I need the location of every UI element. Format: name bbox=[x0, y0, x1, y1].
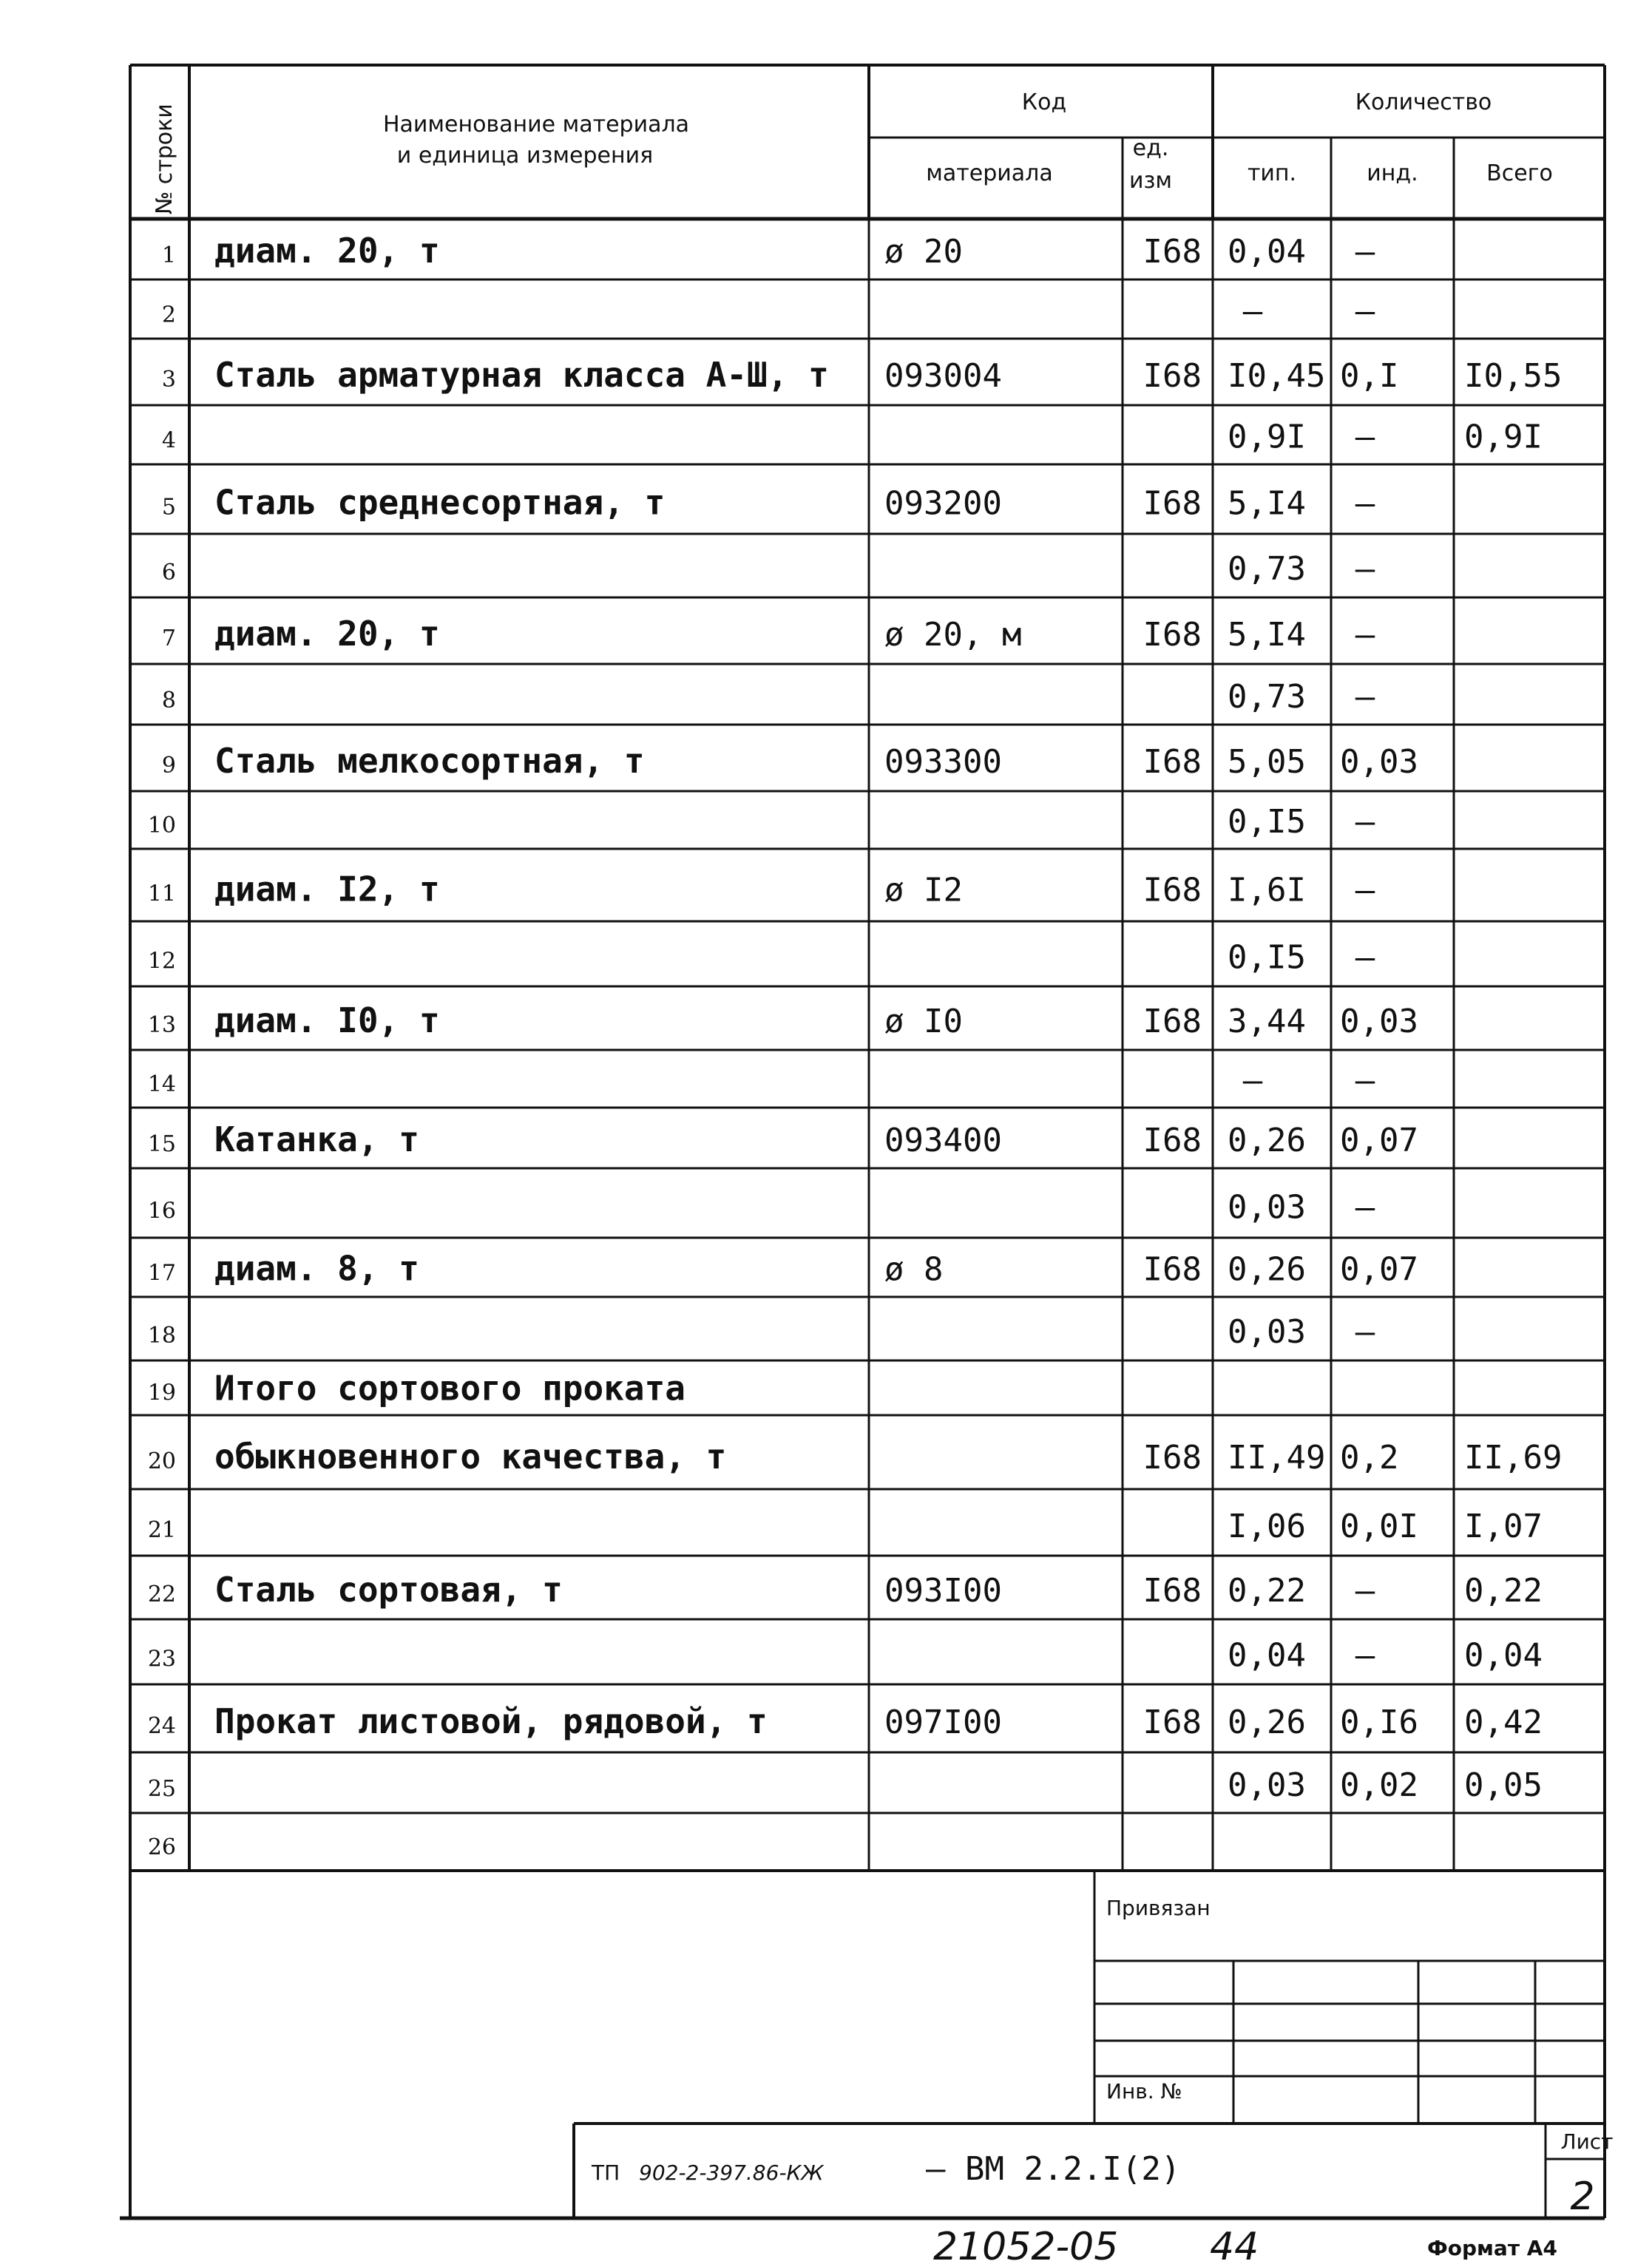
quantity-typical: 0,73 bbox=[1228, 678, 1306, 716]
row-number: 18 bbox=[147, 1322, 176, 1349]
row-number: 17 bbox=[147, 1260, 176, 1287]
material-name: Сталь сортовая, т bbox=[214, 1569, 563, 1610]
material-name: обыкновенного качества, т bbox=[214, 1437, 727, 1477]
table-row bbox=[148, 1834, 176, 1860]
quantity-total: I,07 bbox=[1464, 1507, 1543, 1545]
quantity-total-header: Всего bbox=[1486, 160, 1553, 186]
quantity-individual: – bbox=[1355, 1571, 1375, 1610]
quantity-individual: – bbox=[1355, 803, 1375, 841]
quantity-total: 0,04 bbox=[1464, 1636, 1543, 1675]
quantity-typical: 0,I5 bbox=[1228, 803, 1306, 841]
quantity-typical: 5,I4 bbox=[1228, 615, 1306, 654]
quantity-individual: – bbox=[1355, 233, 1375, 271]
quantity-total: 0,05 bbox=[1464, 1766, 1543, 1805]
quantity-individual: – bbox=[1355, 292, 1375, 331]
quantity-typical: 0,03 bbox=[1228, 1188, 1306, 1227]
quantity-group-header: Количество bbox=[1355, 89, 1492, 115]
quantity-individual: – bbox=[1355, 1062, 1375, 1100]
unit-code: I68 bbox=[1142, 1250, 1202, 1289]
sheet-number: 2 bbox=[1570, 2175, 1595, 2219]
quantity-individual: 0,0I bbox=[1340, 1507, 1418, 1545]
quantity-individual: 0,I bbox=[1340, 356, 1399, 395]
quantity-typical: 0,03 bbox=[1228, 1766, 1306, 1805]
quantity-typical: 0,04 bbox=[1228, 233, 1306, 271]
row-number: 20 bbox=[147, 1448, 176, 1474]
unit-code: I68 bbox=[1142, 1704, 1202, 1742]
quantity-typical: 5,05 bbox=[1228, 742, 1306, 781]
quantity-total: 0,9I bbox=[1464, 418, 1543, 456]
material-name: диам. 8, т bbox=[214, 1248, 419, 1289]
row-number: 7 bbox=[161, 625, 176, 651]
unit-code: I68 bbox=[1142, 233, 1202, 271]
row-number: 14 bbox=[147, 1071, 176, 1098]
quantity-typical: 0,I5 bbox=[1228, 938, 1306, 977]
quantity-individual: 0,03 bbox=[1340, 742, 1418, 781]
row-number: 1 bbox=[161, 243, 176, 269]
code-unit-header-line2: изм bbox=[1128, 168, 1173, 194]
row-number: 26 bbox=[147, 1834, 176, 1861]
row-number: 24 bbox=[147, 1713, 176, 1740]
material-code: 093300 bbox=[884, 742, 1002, 781]
format-label: Формат А4 bbox=[1427, 2236, 1557, 2260]
material-code: ø 20, м bbox=[884, 615, 1022, 654]
quantity-typical: I0,45 bbox=[1228, 356, 1326, 395]
row-number: 13 bbox=[147, 1011, 176, 1038]
row-number: 12 bbox=[147, 948, 176, 975]
unit-code: I68 bbox=[1142, 1122, 1202, 1160]
quantity-typical: 0,26 bbox=[1228, 1704, 1306, 1742]
quantity-individual: – bbox=[1355, 615, 1375, 654]
quantity-individual: – bbox=[1355, 418, 1375, 456]
row-number: 21 bbox=[147, 1516, 176, 1543]
material-name: диам. 20, т bbox=[214, 613, 440, 654]
material-code: ø 8 bbox=[884, 1250, 944, 1289]
row-number: 22 bbox=[147, 1581, 176, 1607]
quantity-individual: 0,02 bbox=[1340, 1766, 1418, 1805]
unit-code: I68 bbox=[1142, 871, 1202, 909]
material-name: Сталь среднесортная, т bbox=[214, 482, 666, 523]
unit-code: I68 bbox=[1142, 484, 1202, 523]
quantity-individual: 0,07 bbox=[1340, 1122, 1418, 1160]
quantity-individual: 0,2 bbox=[1340, 1439, 1399, 1477]
row-number: 2 bbox=[161, 302, 176, 328]
material-code: 093200 bbox=[884, 484, 1002, 523]
quantity-typical: 0,04 bbox=[1228, 1636, 1306, 1675]
quantity-typical: 5,I4 bbox=[1228, 484, 1306, 523]
material-code: 093004 bbox=[884, 356, 1002, 395]
quantity-typical: 0,03 bbox=[1228, 1312, 1306, 1351]
archive-page: 44 bbox=[1210, 2225, 1259, 2264]
material-name-header-line2: и единица измерения bbox=[396, 143, 654, 169]
row-number: 4 bbox=[161, 427, 176, 454]
quantity-typical: 3,44 bbox=[1228, 1002, 1306, 1040]
quantity-typical: II,49 bbox=[1228, 1439, 1326, 1477]
sheet-label: Лист bbox=[1560, 2129, 1614, 2154]
row-number: 23 bbox=[147, 1646, 176, 1672]
quantity-typical: 0,26 bbox=[1228, 1250, 1306, 1289]
row-number: 15 bbox=[147, 1131, 176, 1158]
row-number: 3 bbox=[161, 366, 176, 393]
document-designation: – ВМ 2.2.I(2) bbox=[926, 2150, 1181, 2188]
material-name: Катанка, т bbox=[214, 1119, 419, 1160]
quantity-typical: – bbox=[1242, 1062, 1263, 1100]
material-name-header-line1: Наименование материала bbox=[382, 112, 690, 138]
material-code: 093I00 bbox=[884, 1571, 1002, 1610]
quantity-individual: – bbox=[1355, 1636, 1375, 1675]
material-name: диам. I2, т bbox=[214, 869, 440, 909]
row-number-header: № строки bbox=[152, 104, 177, 214]
quantity-individual: – bbox=[1355, 1312, 1375, 1351]
unit-code: I68 bbox=[1142, 742, 1202, 781]
code-material-header: материала bbox=[926, 160, 1053, 186]
quantity-total: 0,22 bbox=[1464, 1571, 1543, 1610]
quantity-typical-header: тип. bbox=[1247, 160, 1297, 186]
quantity-typical: 0,22 bbox=[1228, 1571, 1306, 1610]
row-number: 6 bbox=[161, 559, 176, 586]
row-number: 8 bbox=[161, 688, 176, 714]
quantity-individual: – bbox=[1355, 484, 1375, 523]
quantity-individual: – bbox=[1355, 1188, 1375, 1227]
row-number: 16 bbox=[147, 1198, 176, 1224]
quantity-total: II,69 bbox=[1464, 1439, 1563, 1477]
code-unit-header-line1: ед. bbox=[1132, 135, 1169, 161]
unit-code: I68 bbox=[1142, 1002, 1202, 1040]
table-row bbox=[148, 1368, 685, 1408]
material-code: 093400 bbox=[884, 1122, 1002, 1160]
linked-label: Привязан bbox=[1106, 1896, 1211, 1920]
material-name: Прокат листовой, рядовой, т bbox=[214, 1701, 768, 1742]
quantity-individual: 0,I6 bbox=[1340, 1704, 1418, 1742]
quantity-typical: – bbox=[1242, 292, 1263, 331]
row-number: 9 bbox=[161, 752, 176, 779]
quantity-individual-header: инд. bbox=[1367, 160, 1418, 186]
material-code: ø I2 bbox=[884, 871, 963, 909]
material-code: 097I00 bbox=[884, 1704, 1002, 1742]
quantity-typical: 0,9I bbox=[1228, 418, 1306, 456]
material-code: ø I0 bbox=[884, 1002, 963, 1040]
material-code: ø 20 bbox=[884, 233, 963, 271]
row-number: 5 bbox=[161, 494, 176, 521]
material-name: Сталь мелкосортная, т bbox=[214, 740, 645, 781]
code-group-header: Код bbox=[1021, 89, 1067, 115]
quantity-typical: 0,73 bbox=[1228, 549, 1306, 588]
unit-code: I68 bbox=[1142, 1439, 1202, 1477]
document-prefix: ТП bbox=[592, 2160, 620, 2185]
row-number: 11 bbox=[147, 881, 176, 907]
quantity-total: I0,55 bbox=[1464, 356, 1563, 395]
inventory-label: Инв. № bbox=[1106, 2079, 1182, 2104]
row-number: 10 bbox=[147, 813, 176, 839]
quantity-total: 0,42 bbox=[1464, 1704, 1543, 1742]
unit-code: I68 bbox=[1142, 615, 1202, 654]
quantity-individual: 0,03 bbox=[1340, 1002, 1418, 1040]
unit-code: I68 bbox=[1142, 1571, 1202, 1610]
quantity-individual: – bbox=[1355, 678, 1375, 716]
quantity-individual: – bbox=[1355, 549, 1375, 588]
quantity-typical: 0,26 bbox=[1228, 1122, 1306, 1160]
material-name: диам. I0, т bbox=[214, 1000, 440, 1040]
quantity-typical: I,06 bbox=[1228, 1507, 1306, 1545]
quantity-individual: – bbox=[1355, 938, 1375, 977]
quantity-individual: 0,07 bbox=[1340, 1250, 1418, 1289]
document-number: 902-2-397.86-КЖ bbox=[639, 2160, 824, 2185]
row-number: 25 bbox=[147, 1776, 176, 1803]
quantity-individual: – bbox=[1355, 871, 1375, 909]
material-name: диам. 20, т bbox=[214, 231, 440, 271]
quantity-typical: I,6I bbox=[1228, 871, 1306, 909]
archive-number: 21052-05 bbox=[933, 2225, 1119, 2264]
material-name: Сталь арматурная класса А-Ш, т bbox=[214, 354, 829, 395]
unit-code: I68 bbox=[1142, 356, 1202, 395]
row-number: 19 bbox=[147, 1380, 176, 1406]
material-name: Итого сортового проката bbox=[214, 1368, 685, 1409]
